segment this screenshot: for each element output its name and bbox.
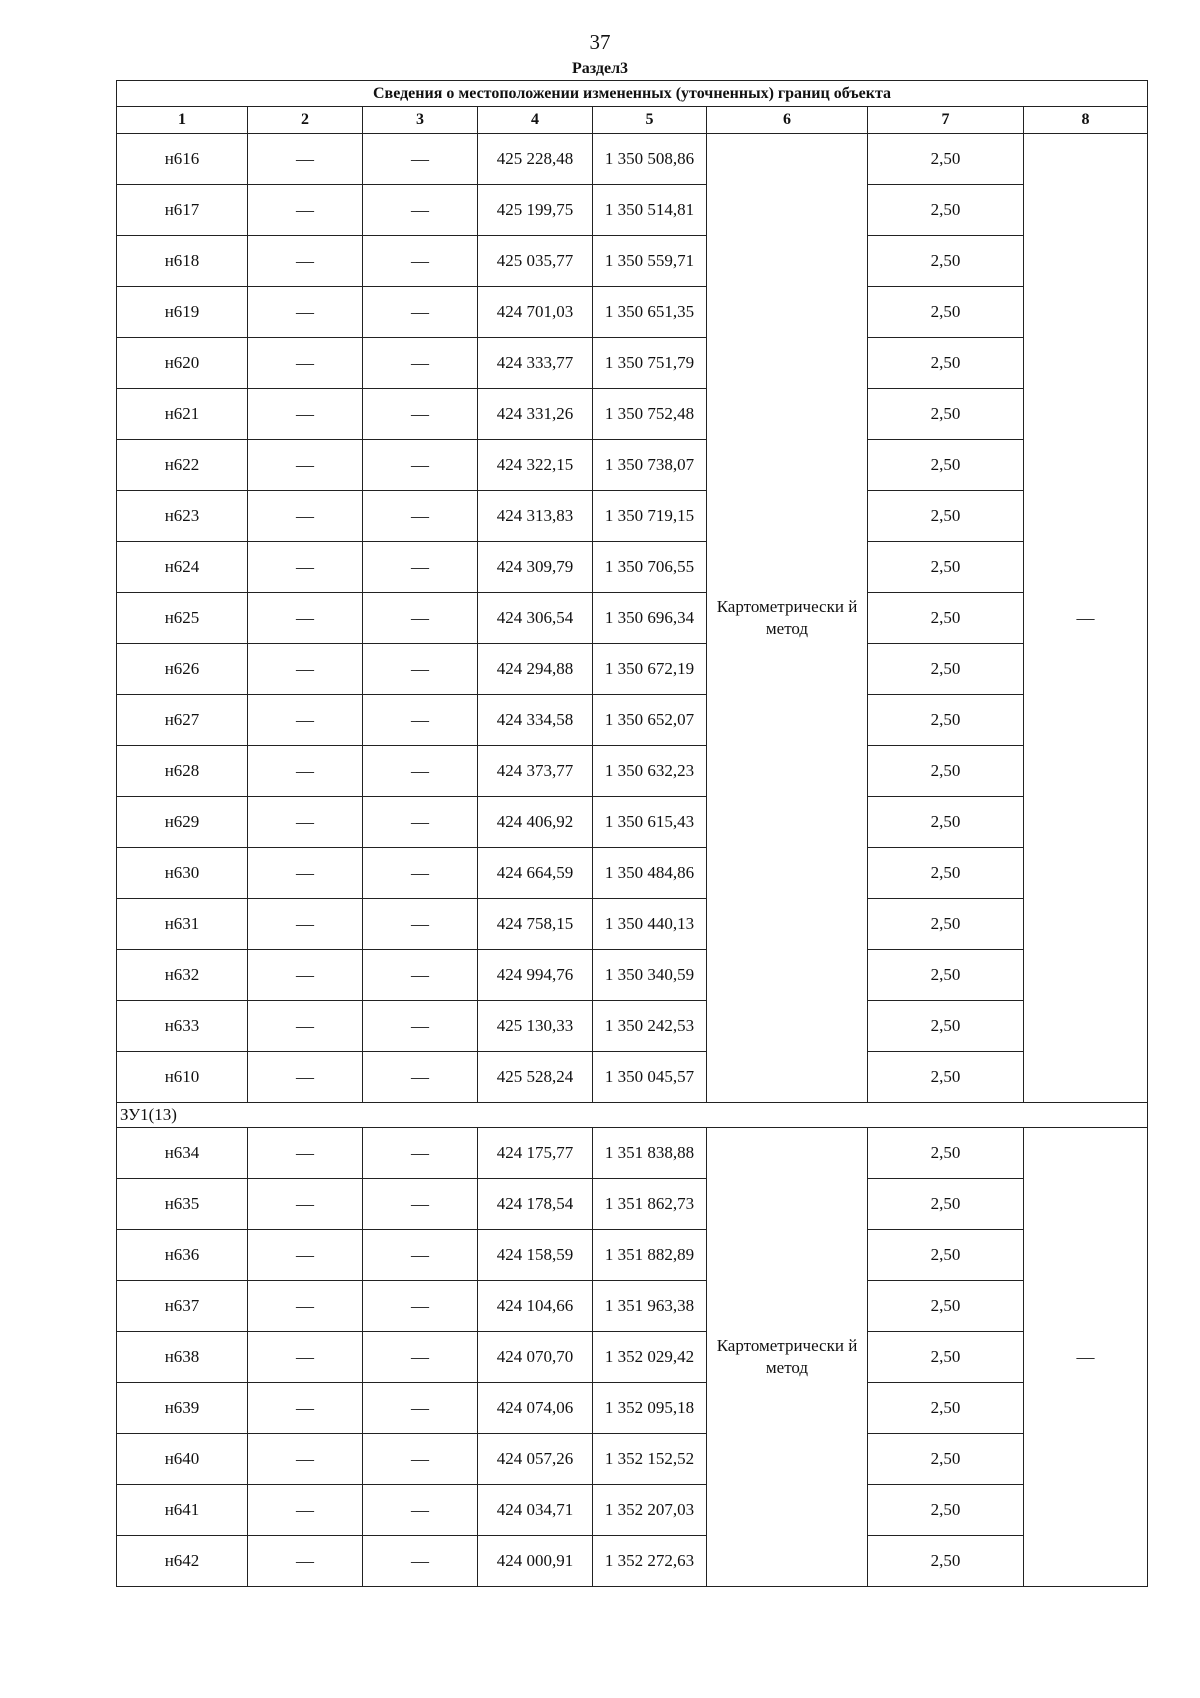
point-id-cell: н631 bbox=[117, 899, 248, 950]
table-row bbox=[117, 440, 1148, 491]
table-row bbox=[117, 1001, 1148, 1052]
column-header: 3 bbox=[363, 107, 478, 134]
x-coordinate-cell: 424 701,03 bbox=[478, 287, 593, 338]
table-row bbox=[117, 134, 1148, 185]
accuracy-cell: 2,50 bbox=[868, 593, 1024, 644]
empty-cell: — bbox=[363, 236, 478, 287]
y-coordinate-cell: 1 350 045,57 bbox=[593, 1052, 707, 1103]
point-id-cell: н619 bbox=[117, 287, 248, 338]
point-id-cell: н632 bbox=[117, 950, 248, 1001]
y-coordinate-cell: 1 350 738,07 bbox=[593, 440, 707, 491]
empty-cell: — bbox=[363, 491, 478, 542]
y-coordinate-cell: 1 350 652,07 bbox=[593, 695, 707, 746]
table-row bbox=[117, 746, 1148, 797]
point-id-cell: н626 bbox=[117, 644, 248, 695]
x-coordinate-cell: 425 130,33 bbox=[478, 1001, 593, 1052]
point-id-cell: н625 bbox=[117, 593, 248, 644]
point-id-cell: н616 bbox=[117, 134, 248, 185]
empty-cell: — bbox=[248, 644, 363, 695]
empty-cell: — bbox=[248, 542, 363, 593]
column-8-cell: — bbox=[1024, 1128, 1148, 1587]
x-coordinate-cell: 424 331,26 bbox=[478, 389, 593, 440]
table-row bbox=[117, 236, 1148, 287]
column-header: 7 bbox=[868, 107, 1024, 134]
table-row bbox=[117, 695, 1148, 746]
empty-cell: — bbox=[363, 1179, 478, 1230]
method-cell: Картометрически й метод bbox=[707, 1128, 868, 1587]
accuracy-cell: 2,50 bbox=[868, 134, 1024, 185]
empty-cell: — bbox=[248, 338, 363, 389]
point-id-cell: н617 bbox=[117, 185, 248, 236]
column-8-cell: — bbox=[1024, 134, 1148, 1103]
accuracy-cell: 2,50 bbox=[868, 440, 1024, 491]
y-coordinate-cell: 1 350 508,86 bbox=[593, 134, 707, 185]
table-row bbox=[117, 1332, 1148, 1383]
empty-cell: — bbox=[363, 389, 478, 440]
empty-cell: — bbox=[248, 134, 363, 185]
y-coordinate-cell: 1 350 651,35 bbox=[593, 287, 707, 338]
x-coordinate-cell: 424 322,15 bbox=[478, 440, 593, 491]
x-coordinate-cell: 424 178,54 bbox=[478, 1179, 593, 1230]
empty-cell: — bbox=[363, 593, 478, 644]
x-coordinate-cell: 424 306,54 bbox=[478, 593, 593, 644]
point-id-cell: н629 bbox=[117, 797, 248, 848]
table-row bbox=[117, 1230, 1148, 1281]
empty-cell: — bbox=[363, 338, 478, 389]
y-coordinate-cell: 1 352 272,63 bbox=[593, 1536, 707, 1587]
column-header-row bbox=[117, 107, 1148, 134]
empty-cell: — bbox=[248, 1179, 363, 1230]
empty-cell: — bbox=[248, 1536, 363, 1587]
empty-cell: — bbox=[363, 746, 478, 797]
y-coordinate-cell: 1 350 672,19 bbox=[593, 644, 707, 695]
empty-cell: — bbox=[363, 134, 478, 185]
table-row bbox=[117, 1128, 1148, 1179]
y-coordinate-cell: 1 350 696,34 bbox=[593, 593, 707, 644]
accuracy-cell: 2,50 bbox=[868, 491, 1024, 542]
accuracy-cell: 2,50 bbox=[868, 797, 1024, 848]
x-coordinate-cell: 424 000,91 bbox=[478, 1536, 593, 1587]
y-coordinate-cell: 1 351 963,38 bbox=[593, 1281, 707, 1332]
accuracy-cell: 2,50 bbox=[868, 1332, 1024, 1383]
empty-cell: — bbox=[248, 1332, 363, 1383]
x-coordinate-cell: 424 758,15 bbox=[478, 899, 593, 950]
accuracy-cell: 2,50 bbox=[868, 1001, 1024, 1052]
accuracy-cell: 2,50 bbox=[868, 1230, 1024, 1281]
x-coordinate-cell: 424 313,83 bbox=[478, 491, 593, 542]
y-coordinate-cell: 1 350 559,71 bbox=[593, 236, 707, 287]
empty-cell: — bbox=[363, 695, 478, 746]
y-coordinate-cell: 1 351 838,88 bbox=[593, 1128, 707, 1179]
empty-cell: — bbox=[248, 1383, 363, 1434]
point-id-cell: н642 bbox=[117, 1536, 248, 1587]
point-id-cell: н628 bbox=[117, 746, 248, 797]
empty-cell: — bbox=[248, 593, 363, 644]
empty-cell: — bbox=[248, 491, 363, 542]
x-coordinate-cell: 424 994,76 bbox=[478, 950, 593, 1001]
empty-cell: — bbox=[248, 1128, 363, 1179]
table-row bbox=[117, 1383, 1148, 1434]
column-header: 4 bbox=[478, 107, 593, 134]
point-id-cell: н633 bbox=[117, 1001, 248, 1052]
empty-cell: — bbox=[363, 1434, 478, 1485]
empty-cell: — bbox=[248, 1052, 363, 1103]
table-row bbox=[117, 848, 1148, 899]
x-coordinate-cell: 424 074,06 bbox=[478, 1383, 593, 1434]
accuracy-cell: 2,50 bbox=[868, 899, 1024, 950]
empty-cell: — bbox=[363, 797, 478, 848]
x-coordinate-cell: 424 034,71 bbox=[478, 1485, 593, 1536]
accuracy-cell: 2,50 bbox=[868, 542, 1024, 593]
y-coordinate-cell: 1 350 706,55 bbox=[593, 542, 707, 593]
section-label: Раздел3 bbox=[571, 60, 629, 77]
empty-cell: — bbox=[248, 848, 363, 899]
empty-cell: — bbox=[363, 1383, 478, 1434]
point-id-cell: н639 bbox=[117, 1383, 248, 1434]
y-coordinate-cell: 1 350 440,13 bbox=[593, 899, 707, 950]
y-coordinate-cell: 1 352 152,52 bbox=[593, 1434, 707, 1485]
x-coordinate-cell: 424 057,26 bbox=[478, 1434, 593, 1485]
point-id-cell: н630 bbox=[117, 848, 248, 899]
accuracy-cell: 2,50 bbox=[868, 1383, 1024, 1434]
accuracy-cell: 2,50 bbox=[868, 1485, 1024, 1536]
table-row bbox=[117, 797, 1148, 848]
empty-cell: — bbox=[363, 1281, 478, 1332]
y-coordinate-cell: 1 350 514,81 bbox=[593, 185, 707, 236]
empty-cell: — bbox=[363, 950, 478, 1001]
table-row bbox=[117, 1434, 1148, 1485]
empty-cell: — bbox=[363, 1536, 478, 1587]
x-coordinate-cell: 424 406,92 bbox=[478, 797, 593, 848]
empty-cell: — bbox=[248, 287, 363, 338]
point-id-cell: н621 bbox=[117, 389, 248, 440]
empty-cell: — bbox=[248, 899, 363, 950]
point-id-cell: н636 bbox=[117, 1230, 248, 1281]
table-row bbox=[117, 542, 1148, 593]
y-coordinate-cell: 1 350 719,15 bbox=[593, 491, 707, 542]
y-coordinate-cell: 1 350 752,48 bbox=[593, 389, 707, 440]
table-row bbox=[117, 491, 1148, 542]
x-coordinate-cell: 424 158,59 bbox=[478, 1230, 593, 1281]
table-row bbox=[117, 1052, 1148, 1103]
x-coordinate-cell: 424 309,79 bbox=[478, 542, 593, 593]
x-coordinate-cell: 424 373,77 bbox=[478, 746, 593, 797]
accuracy-cell: 2,50 bbox=[868, 746, 1024, 797]
y-coordinate-cell: 1 351 882,89 bbox=[593, 1230, 707, 1281]
table-row bbox=[117, 899, 1148, 950]
accuracy-cell: 2,50 bbox=[868, 185, 1024, 236]
empty-cell: — bbox=[363, 1230, 478, 1281]
accuracy-cell: 2,50 bbox=[868, 644, 1024, 695]
empty-cell: — bbox=[363, 644, 478, 695]
column-header: 1 bbox=[117, 107, 248, 134]
y-coordinate-cell: 1 350 340,59 bbox=[593, 950, 707, 1001]
empty-cell: — bbox=[248, 1230, 363, 1281]
point-id-cell: н627 bbox=[117, 695, 248, 746]
y-coordinate-cell: 1 352 029,42 bbox=[593, 1332, 707, 1383]
empty-cell: — bbox=[363, 1332, 478, 1383]
table-row bbox=[117, 1179, 1148, 1230]
empty-cell: — bbox=[248, 797, 363, 848]
empty-cell: — bbox=[248, 440, 363, 491]
accuracy-cell: 2,50 bbox=[868, 236, 1024, 287]
empty-cell: — bbox=[363, 848, 478, 899]
group-label: ЗУ1(13) bbox=[117, 1103, 1148, 1128]
x-coordinate-cell: 425 035,77 bbox=[478, 236, 593, 287]
point-id-cell: н640 bbox=[117, 1434, 248, 1485]
x-coordinate-cell: 425 199,75 bbox=[478, 185, 593, 236]
table-title-row bbox=[117, 81, 1148, 107]
empty-cell: — bbox=[363, 899, 478, 950]
accuracy-cell: 2,50 bbox=[868, 287, 1024, 338]
accuracy-cell: 2,50 bbox=[868, 950, 1024, 1001]
column-header: 5 bbox=[593, 107, 707, 134]
empty-cell: — bbox=[363, 1001, 478, 1052]
table-row bbox=[117, 338, 1148, 389]
empty-cell: — bbox=[363, 1052, 478, 1103]
table-row bbox=[117, 644, 1148, 695]
accuracy-cell: 2,50 bbox=[868, 1281, 1024, 1332]
point-id-cell: н638 bbox=[117, 1332, 248, 1383]
accuracy-cell: 2,50 bbox=[868, 695, 1024, 746]
x-coordinate-cell: 424 070,70 bbox=[478, 1332, 593, 1383]
table-row bbox=[117, 1536, 1148, 1587]
table-row bbox=[117, 1281, 1148, 1332]
empty-cell: — bbox=[248, 1434, 363, 1485]
page-number: 37 bbox=[589, 30, 611, 54]
y-coordinate-cell: 1 350 751,79 bbox=[593, 338, 707, 389]
empty-cell: — bbox=[248, 1485, 363, 1536]
accuracy-cell: 2,50 bbox=[868, 1052, 1024, 1103]
point-id-cell: н641 bbox=[117, 1485, 248, 1536]
x-coordinate-cell: 424 333,77 bbox=[478, 338, 593, 389]
y-coordinate-cell: 1 351 862,73 bbox=[593, 1179, 707, 1230]
x-coordinate-cell: 424 334,58 bbox=[478, 695, 593, 746]
group-label-row bbox=[117, 1103, 1148, 1128]
table-row bbox=[117, 1485, 1148, 1536]
table-title: Сведения о местоположении измененных (уточненных) границ объекта bbox=[117, 81, 1148, 107]
accuracy-cell: 2,50 bbox=[868, 338, 1024, 389]
empty-cell: — bbox=[363, 440, 478, 491]
table-row bbox=[117, 185, 1148, 236]
empty-cell: — bbox=[248, 695, 363, 746]
table-row bbox=[117, 287, 1148, 338]
empty-cell: — bbox=[363, 542, 478, 593]
x-coordinate-cell: 424 175,77 bbox=[478, 1128, 593, 1179]
empty-cell: — bbox=[248, 1281, 363, 1332]
empty-cell: — bbox=[363, 287, 478, 338]
y-coordinate-cell: 1 352 207,03 bbox=[593, 1485, 707, 1536]
point-id-cell: н618 bbox=[117, 236, 248, 287]
x-coordinate-cell: 424 664,59 bbox=[478, 848, 593, 899]
point-id-cell: н634 bbox=[117, 1128, 248, 1179]
accuracy-cell: 2,50 bbox=[868, 389, 1024, 440]
y-coordinate-cell: 1 352 095,18 bbox=[593, 1383, 707, 1434]
y-coordinate-cell: 1 350 615,43 bbox=[593, 797, 707, 848]
table-row bbox=[117, 389, 1148, 440]
column-header: 2 bbox=[248, 107, 363, 134]
x-coordinate-cell: 424 294,88 bbox=[478, 644, 593, 695]
table-row bbox=[117, 950, 1148, 1001]
point-id-cell: н610 bbox=[117, 1052, 248, 1103]
x-coordinate-cell: 425 528,24 bbox=[478, 1052, 593, 1103]
point-id-cell: н620 bbox=[117, 338, 248, 389]
method-cell: Картометрически й метод bbox=[707, 134, 868, 1103]
empty-cell: — bbox=[248, 185, 363, 236]
empty-cell: — bbox=[248, 236, 363, 287]
empty-cell: — bbox=[363, 1485, 478, 1536]
table-row bbox=[117, 593, 1148, 644]
accuracy-cell: 2,50 bbox=[868, 848, 1024, 899]
y-coordinate-cell: 1 350 632,23 bbox=[593, 746, 707, 797]
x-coordinate-cell: 424 104,66 bbox=[478, 1281, 593, 1332]
column-header: 8 bbox=[1024, 107, 1148, 134]
column-header: 6 bbox=[707, 107, 868, 134]
point-id-cell: н635 bbox=[117, 1179, 248, 1230]
empty-cell: — bbox=[248, 389, 363, 440]
accuracy-cell: 2,50 bbox=[868, 1128, 1024, 1179]
empty-cell: — bbox=[248, 746, 363, 797]
empty-cell: — bbox=[363, 185, 478, 236]
accuracy-cell: 2,50 bbox=[868, 1536, 1024, 1587]
point-id-cell: н623 bbox=[117, 491, 248, 542]
point-id-cell: н624 bbox=[117, 542, 248, 593]
empty-cell: — bbox=[248, 950, 363, 1001]
x-coordinate-cell: 425 228,48 bbox=[478, 134, 593, 185]
y-coordinate-cell: 1 350 484,86 bbox=[593, 848, 707, 899]
coordinates-table bbox=[116, 80, 1148, 1587]
accuracy-cell: 2,50 bbox=[868, 1434, 1024, 1485]
point-id-cell: н637 bbox=[117, 1281, 248, 1332]
accuracy-cell: 2,50 bbox=[868, 1179, 1024, 1230]
empty-cell: — bbox=[248, 1001, 363, 1052]
empty-cell: — bbox=[363, 1128, 478, 1179]
y-coordinate-cell: 1 350 242,53 bbox=[593, 1001, 707, 1052]
point-id-cell: н622 bbox=[117, 440, 248, 491]
